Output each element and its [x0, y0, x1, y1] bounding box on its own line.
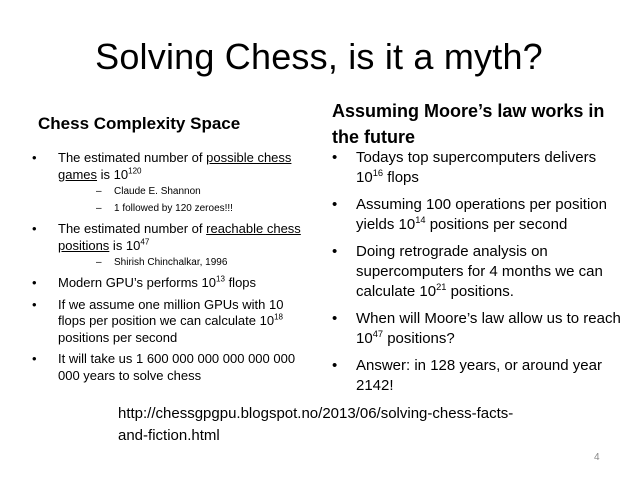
list-item: • The estimated number of reachable chess positions is $10^{47}$ – Shirish Chinchalkar, 1996 [32, 221, 312, 270]
sub-list-item: – Claude E. Shannon [58, 185, 312, 199]
list-item: • The estimated number of possible chess games is $10^{120}$ – Claude E. Shannon – 1 followed by 120 zeroes!!! [32, 150, 312, 216]
list-item: • It will take us 1 600 000 000 000 000 000 000 years to solve chess [32, 351, 312, 384]
right-column-heading: Assuming Moore’s law works in the future [332, 101, 605, 147]
slide-title: Solving Chess, is it a myth? [95, 36, 543, 77]
right-bullet-list [330, 148, 625, 403]
page-number: 4 [594, 452, 600, 463]
list-item: • Todays top supercomputers delivers $10^{16}$ flops [330, 148, 625, 188]
list-item: • If we assume one million GPUs with 10 flops per position we can calculate $10^{18}$ positions per second [32, 297, 312, 347]
list-item: • Assuming 100 operations per position yields $10^{14}$ positions per second [330, 195, 625, 235]
list-item: • Doing retrograde analysis on supercomputers for 4 months we can calculate $10^{21}$ positions. [330, 242, 625, 302]
source-link[interactable]: http://chessgpgpu.blogspot.no/2013/06/solving-chess-facts-and-fiction.html [118, 405, 514, 444]
list-item: • When will Moore’s law allow us to reach $10^{47}$ positions? [330, 309, 625, 349]
sub-list-item: – 1 followed by 120 zeroes!!! [58, 202, 312, 216]
list-item: • Modern GPU’s performs $10^{13}$ flops [32, 275, 312, 292]
sub-list-item: – Shirish Chinchalkar, 1996 [58, 256, 312, 270]
left-bullet-list [32, 150, 312, 389]
left-column-heading: Chess Complexity Space [38, 114, 241, 133]
list-item: • Answer: in 128 years, or around year 2142! [330, 356, 625, 396]
